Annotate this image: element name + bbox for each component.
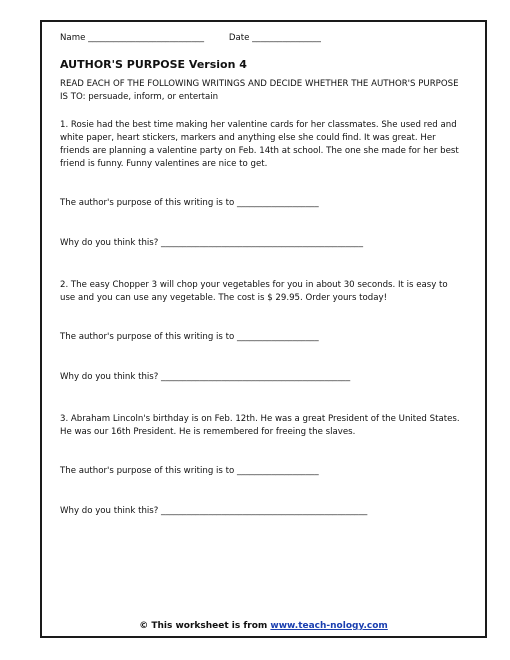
why-answer-3[interactable]: Why do you think this? ________________________________________________	[60, 506, 368, 516]
purpose-answer-1[interactable]: The author's purpose of this writing is to ___________________	[60, 198, 319, 208]
why-answer-1[interactable]: Why do you think this? _______________________________________________	[60, 238, 364, 248]
footer-credit	[42, 621, 485, 631]
worksheet-content	[60, 32, 464, 518]
worksheet-frame	[40, 20, 487, 638]
name-field[interactable]: Name ___________________________	[60, 33, 205, 43]
purpose-answer-2[interactable]: The author's purpose of this writing is to ___________________	[60, 332, 319, 342]
purpose-answer-3[interactable]: The author's purpose of this writing is to ___________________	[60, 466, 319, 476]
footer-prefix: © This worksheet is from	[139, 621, 271, 631]
worksheet-title: AUTHOR'S PURPOSE Version 4	[60, 58, 247, 71]
header-line	[60, 32, 464, 45]
passage-1: 1. Rosie had the best time making her valentine cards for her classmates. She used red and white paper, heart stickers, markers and anything else she could find. It was great. Her friends are planning a valentine party on Feb. 14th at school. The one she made for her best friend is funny. Funny valentines are nice to get.	[60, 120, 459, 169]
passage-3: 3. Abraham Lincoln's birthday is on Feb. 12th. He was a great President of the United States. He was our 16th President. He is remembered for freeing the slaves.	[60, 414, 460, 437]
date-field[interactable]: Date ________________	[228, 33, 321, 43]
passage-2: 2. The easy Chopper 3 will chop your vegetables for you in about 30 seconds. It is easy to use and you can use any vegetable. The cost is $ 29.95. Order yours today!	[60, 280, 448, 303]
footer-link[interactable]: www.teach-nology.com	[270, 621, 388, 631]
instructions: READ EACH OF THE FOLLOWING WRITINGS AND DECIDE WHETHER THE AUTHOR'S PURPOSE IS TO: persuade, inform, or entertain	[60, 79, 459, 102]
why-answer-2[interactable]: Why do you think this? ____________________________________________	[60, 372, 351, 382]
